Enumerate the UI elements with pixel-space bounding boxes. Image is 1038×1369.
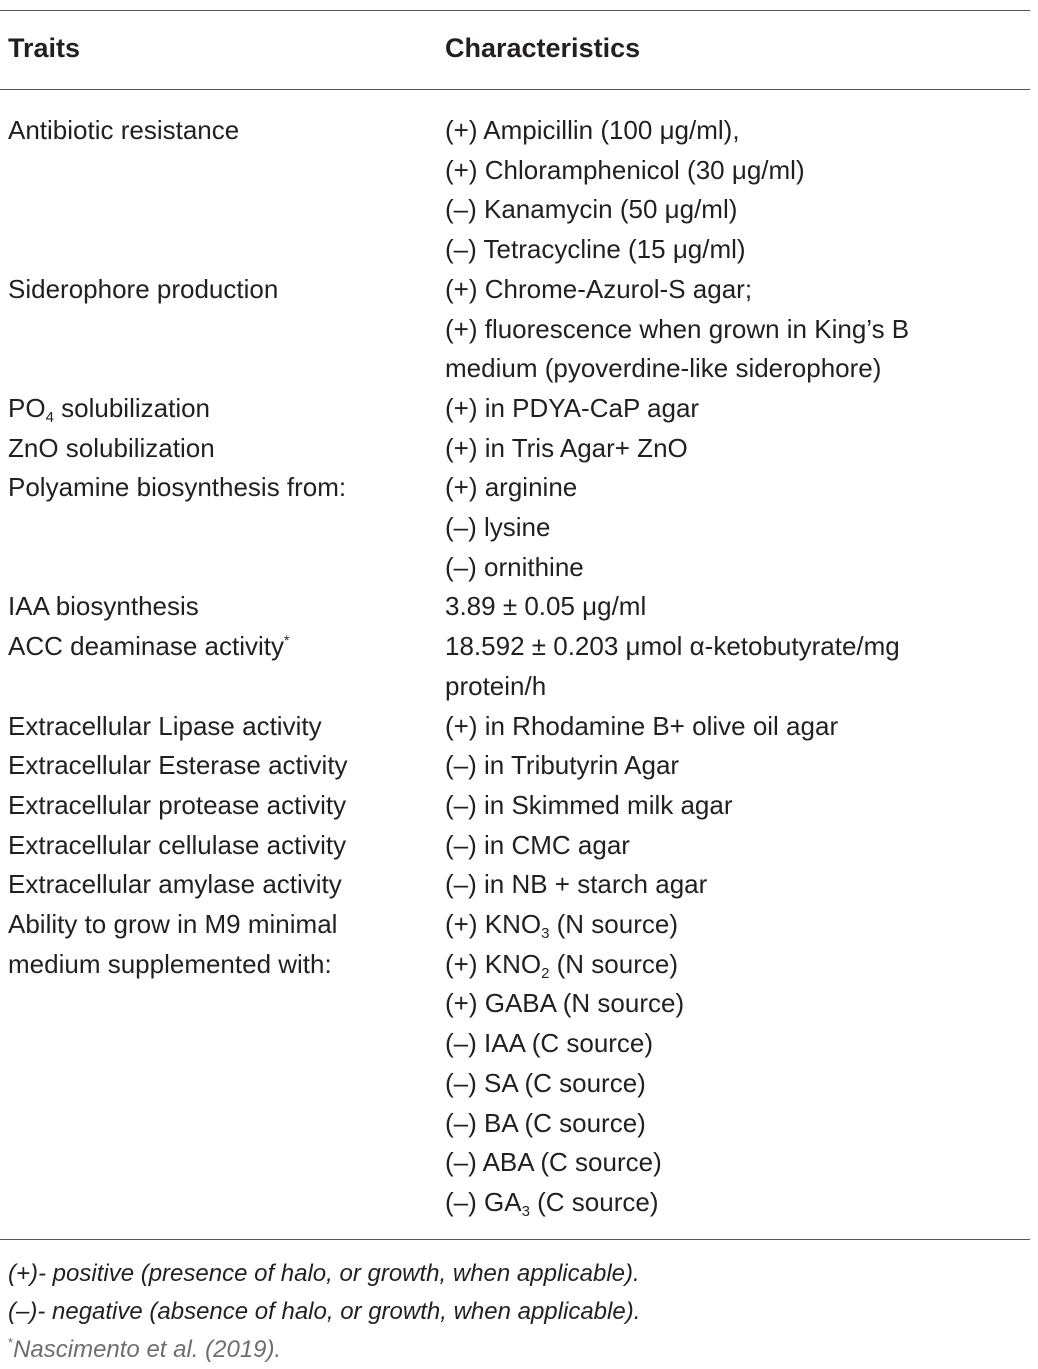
trait-cell (8, 905, 445, 984)
header-characteristics: Characteristics (445, 33, 641, 63)
characteristics-cell (445, 865, 1028, 905)
footnote-marker: * (8, 1335, 14, 1350)
characteristic-line (445, 945, 1028, 985)
characteristic-text: (N source) (549, 948, 678, 979)
trait-text: ACC deaminase activity (8, 631, 284, 662)
characteristic-line: (–) ornithine (445, 551, 584, 582)
characteristic-line: (–) lysine (445, 512, 551, 543)
characteristic-line: (–) Kanamycin (50 μg/ml) (445, 194, 738, 225)
characteristic-text: (+) KNO (445, 909, 542, 940)
subscript: 3 (541, 925, 550, 943)
characteristic-line: (–) ABA (C source) (445, 1147, 662, 1178)
table-body (8, 111, 1028, 1223)
characteristic-line: medium (pyoverdine-like siderophore) (445, 353, 882, 384)
table-row (8, 270, 1028, 389)
characteristics-cell (445, 826, 1028, 866)
table-row (8, 627, 1028, 706)
characteristics-cell (445, 707, 1028, 747)
characteristic-text: (C source) (529, 1186, 659, 1217)
characteristic-text: (N source) (549, 909, 678, 940)
header-rule (0, 89, 1030, 90)
trait-cell: Extracellular Esterase activity (8, 750, 348, 781)
characteristic-line: (+) Chrome-Azurol-S agar; (445, 273, 753, 304)
trait-text: solubilization (53, 392, 211, 423)
characteristics-cell (445, 905, 1028, 1223)
characteristic-line: (–) in NB + starch agar (445, 869, 708, 900)
characteristics-cell (445, 270, 1028, 389)
trait-cell: Extracellular cellulase activity (8, 829, 347, 860)
subscript: 3 (521, 1202, 530, 1220)
trait-cell: Siderophore production (8, 273, 279, 304)
table-row (8, 429, 1028, 469)
trait-line: Ability to grow in M9 minimal (8, 909, 338, 940)
characteristic-line (445, 1183, 1028, 1223)
characteristics-cell (445, 627, 1028, 706)
characteristic-line: (+) arginine (445, 472, 578, 503)
characteristics-cell (445, 111, 1028, 270)
characteristics-cell (445, 389, 1028, 429)
characteristic-line: (–) IAA (C source) (445, 1028, 654, 1059)
footnote-negative: (–)- negative (absence of halo, or growth, when applicable). (8, 1298, 641, 1325)
trait-cell: ZnO solubilization (8, 432, 215, 463)
table-row (8, 865, 1028, 905)
characteristics-cell (445, 746, 1028, 786)
characteristics-cell (445, 429, 1028, 469)
trait-cell (8, 389, 445, 429)
subscript: 2 (541, 964, 550, 982)
characteristic-line: (+) GABA (N source) (445, 988, 685, 1019)
footnote-reference[interactable] (8, 1331, 1028, 1369)
characteristic-line: (+) in Tris Agar+ ZnO (445, 432, 688, 463)
characteristics-cell (445, 468, 1028, 587)
table-row (8, 786, 1028, 826)
characteristic-line: (–) in Tributyrin Agar (445, 750, 680, 781)
characteristic-line: protein/h (445, 670, 547, 701)
characteristic-line: (–) BA (C source) (445, 1107, 646, 1138)
table-row (8, 111, 1028, 270)
table-row (8, 468, 1028, 587)
table-row (8, 587, 1028, 627)
table-row (8, 707, 1028, 747)
characteristic-text: (+) KNO (445, 948, 542, 979)
characteristic-line: (+) Ampicillin (100 μg/ml), (445, 115, 740, 145)
subscript: 4 (45, 408, 54, 426)
characteristic-line: (+) fluorescence when grown in King’s B (445, 313, 910, 344)
characteristic-line (445, 905, 1028, 945)
trait-cell (8, 627, 445, 667)
trait-text: PO (8, 392, 46, 423)
characteristic-line: (–) in Skimmed milk agar (445, 789, 733, 820)
characteristics-cell (445, 786, 1028, 826)
trait-line: medium supplemented with: (8, 948, 332, 979)
trait-cell: Extracellular amylase activity (8, 869, 342, 900)
characteristic-line: (–) in CMC agar (445, 829, 630, 860)
characteristic-text: (–) GA (445, 1186, 522, 1217)
table-row (8, 826, 1028, 866)
header-traits: Traits (8, 33, 81, 63)
table-footnotes (8, 1255, 1028, 1369)
bottom-rule (0, 1239, 1030, 1240)
characteristic-line: (+) in Rhodamine B+ olive oil agar (445, 710, 839, 741)
characteristic-line: 3.89 ± 0.05 μg/ml (445, 591, 647, 622)
characteristics-cell (445, 587, 1028, 627)
footnote-positive: (+)- positive (presence of halo, or growth, when applicable). (8, 1260, 640, 1287)
table-row (8, 389, 1028, 429)
top-rule (0, 10, 1030, 11)
reference-link[interactable]: Nascimento et al. (2019). (13, 1336, 282, 1363)
characteristic-line: (+) Chloramphenicol (30 μg/ml) (445, 154, 805, 185)
table-row (8, 746, 1028, 786)
trait-cell: IAA biosynthesis (8, 591, 199, 622)
trait-cell: Extracellular protease activity (8, 789, 347, 820)
characteristic-line: (–) Tetracycline (15 μg/ml) (445, 234, 746, 265)
trait-cell: Extracellular Lipase activity (8, 710, 322, 741)
characteristic-line: (+) in PDYA-CaP agar (445, 392, 700, 423)
trait-cell: Polyamine biosynthesis from: (8, 472, 347, 503)
characteristic-line: (–) SA (C source) (445, 1067, 646, 1098)
characteristic-line: 18.592 ± 0.203 μmol α-ketobutyrate/mg (445, 631, 900, 662)
footnote-marker: * (284, 632, 290, 649)
trait-cell: Antibiotic resistance (8, 115, 240, 145)
table-row (8, 905, 1028, 1223)
table-header (8, 33, 1028, 69)
